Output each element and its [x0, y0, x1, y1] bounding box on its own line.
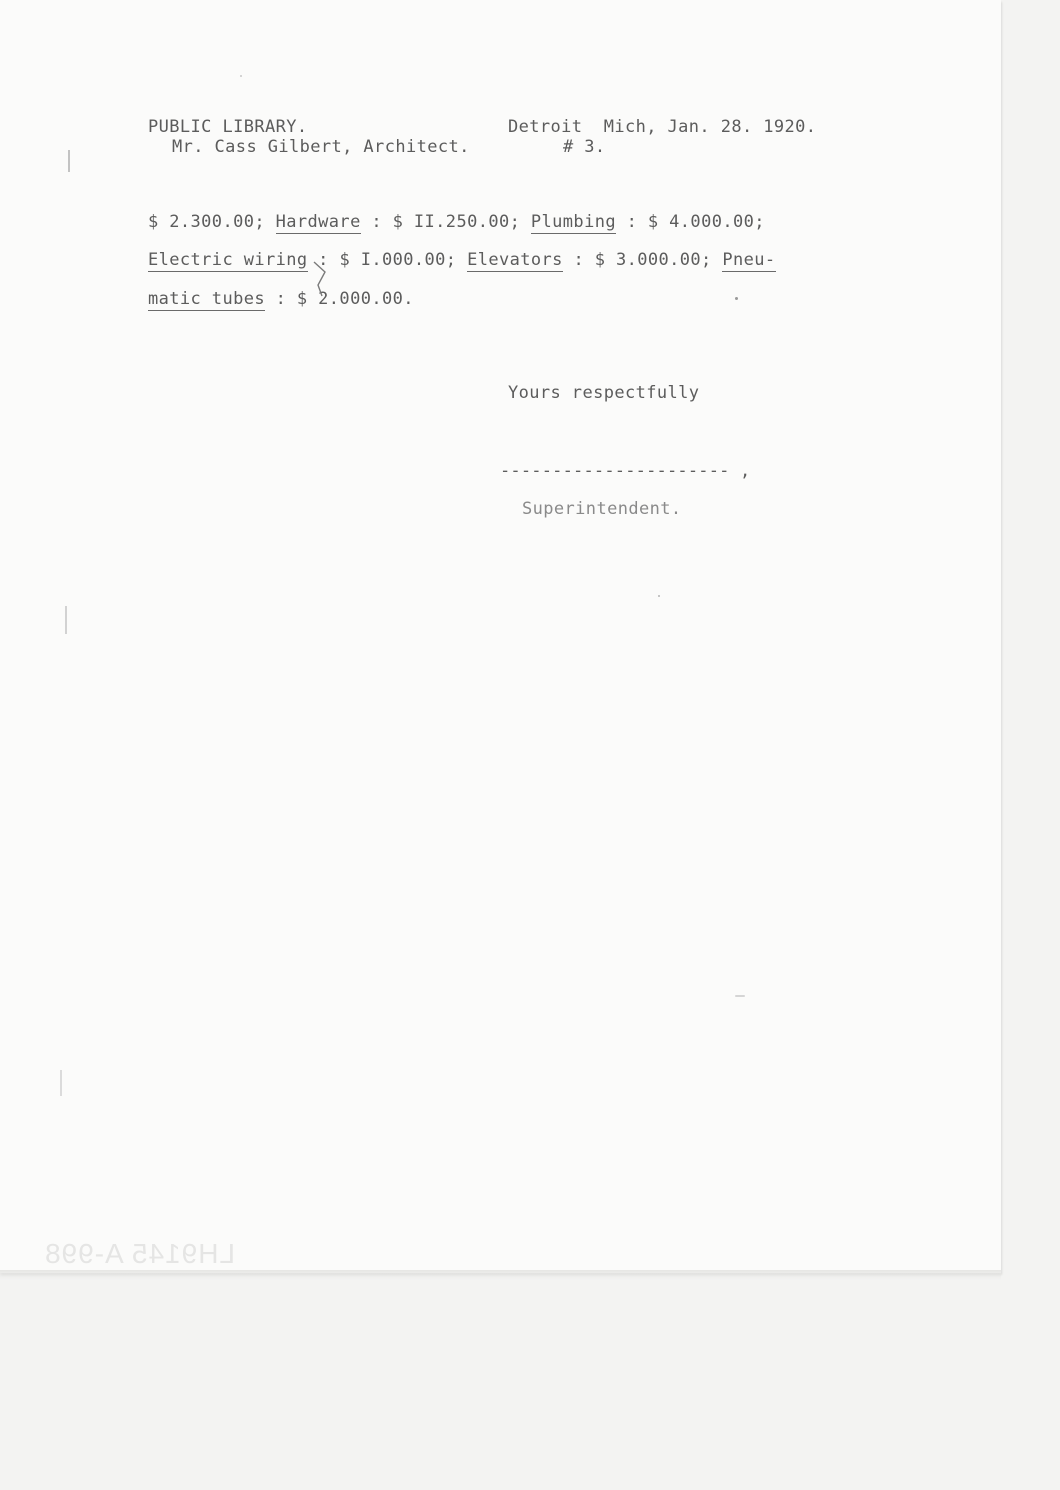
closing-text: Yours respectfully	[508, 383, 700, 403]
amount-text: : $ I.000.00;	[318, 250, 457, 270]
paper-speck	[240, 75, 242, 77]
page-number: # 3.	[563, 137, 606, 157]
amount-text: : $ 2.000.00.	[275, 289, 414, 309]
header-left: PUBLIC LIBRARY.	[148, 117, 308, 137]
item-electric-wiring: Electric wiring	[148, 250, 308, 270]
body-line-3	[148, 289, 414, 309]
amount-text: : $ 4.000.00;	[626, 212, 765, 232]
body-line-1	[148, 212, 765, 232]
item-elevators: Elevators	[467, 250, 563, 270]
amount-text: : $ II.250.00;	[371, 212, 521, 232]
body-line-2	[148, 250, 776, 270]
item-pneumatic-tubes: matic tubes	[148, 289, 265, 309]
item-hardware: Hardware	[275, 212, 361, 232]
header-date: Detroit Mich, Jan. 28. 1920.	[508, 117, 817, 137]
edge-mark	[65, 606, 67, 634]
amount-text: $ 2.300.00;	[148, 212, 265, 232]
paper-speck	[735, 297, 738, 300]
archive-stamp: LH9145 A-998	[44, 1238, 236, 1269]
paper-edge-shadow	[0, 1270, 1001, 1280]
edge-mark	[60, 1070, 62, 1096]
addressee: Mr. Cass Gilbert, Architect.	[172, 137, 470, 157]
handwritten-correction-mark	[312, 258, 332, 306]
paper-speck	[658, 595, 660, 597]
item-plumbing: Plumbing	[530, 212, 616, 232]
amount-text: : $ 3.000.00;	[573, 250, 712, 270]
edge-mark	[68, 150, 70, 172]
signature-line: ---------------------- ,	[500, 461, 751, 481]
item-pneumatic-start: Pneu-	[722, 250, 776, 270]
signature-title: Superintendent.	[522, 499, 682, 519]
paper-speck	[735, 995, 745, 997]
